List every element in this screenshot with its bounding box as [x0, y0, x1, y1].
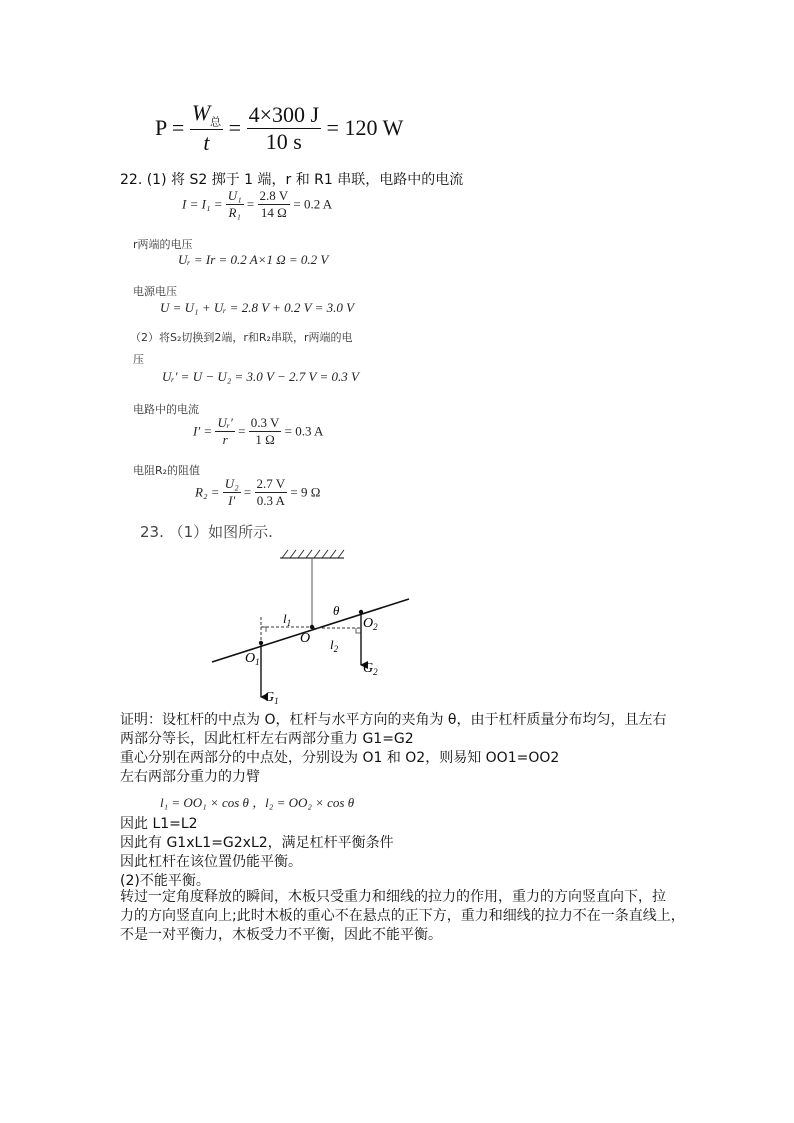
lever-diagram: [200, 545, 420, 705]
conclusion-line-5: 转过一定角度释放的瞬间，木板只受重力和细线的拉力的作用，重力的方向竖直向下，拉: [120, 889, 666, 905]
eq-r2-num2: 2.7 V: [256, 476, 286, 491]
eq-current-num: U₁: [227, 188, 242, 203]
eq-current-frac2: [258, 188, 291, 221]
eq-r2-den: I′: [223, 492, 241, 509]
eq-r2-num: U₂: [224, 476, 239, 491]
power-fraction-2: [247, 102, 321, 155]
eq-current-frac1: [226, 188, 244, 221]
eq-current2-den: r: [215, 431, 234, 448]
eq-r2-result: = 9 Ω: [290, 484, 321, 500]
conclusion-line-6: 力的方向竖直向上;此时木板的重心不在悬点的正下方，重力和细线的拉力不在一条直线上，: [120, 908, 685, 924]
q22-eq-current2: [193, 415, 323, 448]
power-num1: W: [191, 100, 211, 125]
eq-source: U = U₁ + Uᵣ = 2.8 V + 0.2 V = 3.0 V: [160, 300, 355, 315]
part2-line1: （2）将S₂切换到2端，r和R₂串联，r两端的电: [130, 331, 353, 344]
power-num2: 4×300 J: [248, 101, 320, 127]
conclusion-line-4: (2)不能平衡。: [120, 873, 210, 889]
q22-eq-current: [182, 188, 332, 221]
lever-rod: [212, 599, 409, 662]
eq-current2-den2: 1 Ω: [249, 431, 282, 448]
power-den2: 10 s: [247, 128, 321, 155]
eq-current-den: R₁: [226, 204, 244, 221]
q23-heading: 23. （1）如图所示.: [140, 523, 273, 541]
label-o2: $O_2$: [363, 616, 378, 632]
eq-current-lhs: I = I₁ =: [182, 196, 223, 212]
eq-r2-frac1: [223, 476, 241, 509]
eq-current2-mid: =: [238, 423, 246, 439]
eq-r2-den2: 0.3 A: [255, 492, 288, 509]
label-current2: 电路中的电流: [133, 403, 199, 416]
power-result: = 120 W: [326, 115, 404, 141]
label-g2: $G_2$: [363, 661, 378, 677]
label-ur: r两端的电压: [133, 238, 193, 251]
label-theta: θ: [333, 603, 340, 618]
label-l2: $l_2$: [330, 637, 339, 654]
eq-ur: Uᵣ = Ir = 0.2 A×1 Ω = 0.2 V: [178, 252, 329, 267]
label-r2: 电阻R₂的阻值: [133, 464, 201, 477]
point-o: [310, 625, 314, 629]
label-o: O: [300, 631, 311, 646]
eq-ur2: Uᵣ′ = U − U₂ = 3.0 V − 2.7 V = 0.3 V: [162, 369, 359, 384]
eq-current-num2: 2.8 V: [259, 188, 289, 203]
eq-r2-lhs: R₂ =: [195, 484, 220, 500]
power-fraction-1: [190, 100, 223, 156]
right-angle-mark-left: [261, 627, 266, 632]
eq-current-den2: 14 Ω: [258, 204, 291, 221]
eq-current-result: = 0.2 A: [293, 196, 333, 212]
eq-current2-lhs: I′ =: [193, 423, 213, 439]
proof-line-4: 左右两部分重力的力臂: [120, 769, 260, 785]
power-den1: t: [190, 129, 223, 156]
label-o1: $O_1$: [245, 651, 260, 667]
proof-line-3: 重心分别在两部分的中点处，分别设为 O1 和 O2，则易知 OO1=OO2: [120, 750, 560, 766]
power-lhs: P =: [155, 115, 185, 141]
label-source: 电源电压: [133, 285, 177, 298]
label-l1: $l_1$: [283, 611, 292, 628]
power-formula: [155, 100, 403, 156]
eq-current2-frac1: [215, 415, 234, 448]
eq-arms: l₁ = OO₁ × cos θ ，l₂ = OO₂ × cos θ: [160, 795, 355, 810]
proof-line-1: 证明：设杠杆的中点为 O，杠杆与水平方向的夹角为 θ，由于杠杆质量分布均匀，且左右: [120, 712, 667, 728]
conclusion-line-2: 因此有 G1xL1=G2xL2，满足杠杆平衡条件: [120, 835, 394, 851]
eq-current-mid: =: [246, 196, 255, 212]
power-eq: =: [228, 115, 242, 141]
q22-heading: 22. (1) 将 S2 掷于 1 端，r 和 R1 串联，电路中的电流: [120, 172, 464, 188]
eq-current2-num2: 0.3 V: [250, 415, 280, 430]
q22-eq-r2: [195, 476, 320, 509]
part2-line2: 压: [133, 353, 144, 366]
conclusion-line-7: 不是一对平衡力，木板受力不平衡，因此不能平衡。: [120, 927, 442, 943]
proof-line-2: 两部分等长，因此杠杆左右两部分重力 G1=G2: [120, 731, 414, 747]
right-angle-mark-right: [356, 628, 361, 633]
eq-r2-mid: =: [243, 484, 252, 500]
power-num1-sub: 总: [210, 116, 222, 129]
eq-current2-result: = 0.3 A: [284, 423, 324, 439]
eq-current2-num: Uᵣ′: [217, 415, 233, 430]
eq-r2-frac2: [255, 476, 288, 509]
ceiling-hatch: [282, 550, 344, 558]
eq-current2-frac2: [249, 415, 282, 448]
conclusion-line-3: 因此杠杆在该位置仍能平衡。: [120, 854, 302, 870]
label-g1: $G_1$: [264, 690, 279, 705]
conclusion-line-1: 因此 L1=L2: [120, 816, 198, 832]
